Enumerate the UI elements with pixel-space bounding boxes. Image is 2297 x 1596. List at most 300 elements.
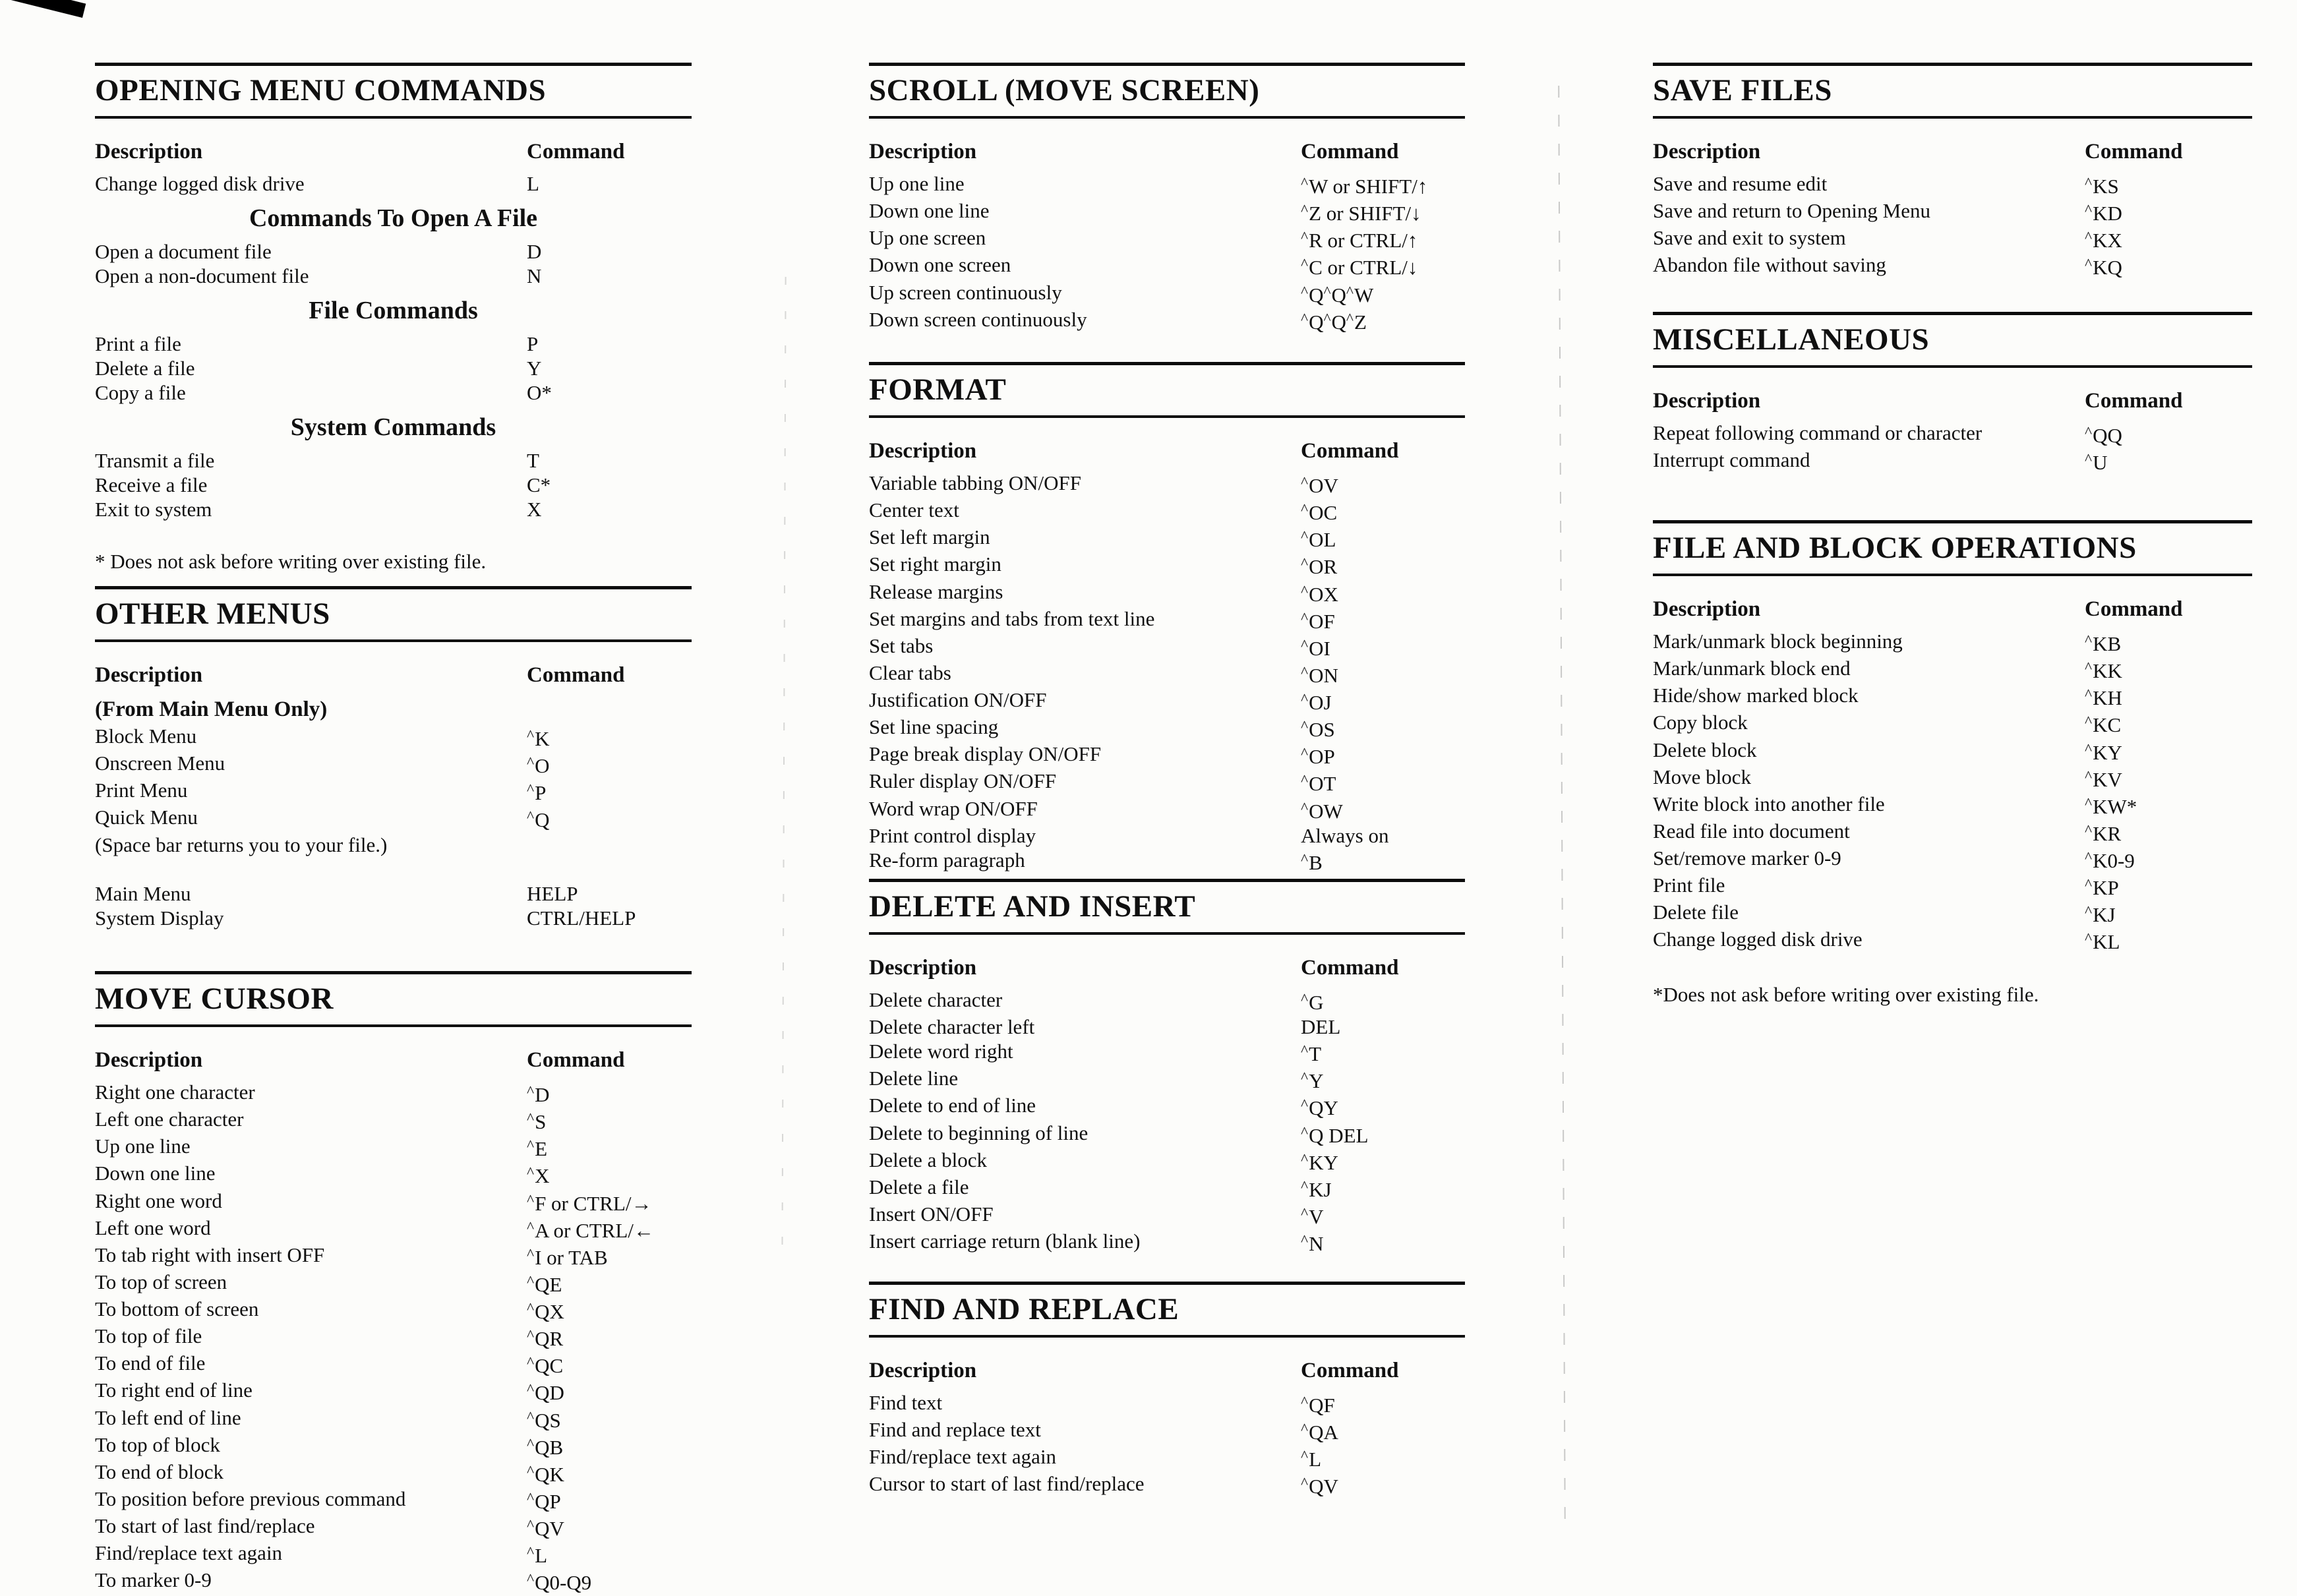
control-caret: ^ bbox=[1301, 636, 1309, 654]
command-row bbox=[1653, 656, 2252, 683]
footnote: *Does not ask before writing over existing file. bbox=[1653, 982, 2039, 1006]
description-cell: Set left margin bbox=[869, 525, 990, 549]
description-cell: Clear tabs bbox=[869, 661, 951, 684]
control-caret: ^ bbox=[527, 1489, 535, 1507]
control-caret: ^ bbox=[1301, 850, 1309, 868]
command-cell: ^KS bbox=[2085, 175, 2119, 198]
command-row bbox=[95, 906, 692, 930]
description-cell: Ruler display ON/OFF bbox=[869, 769, 1057, 793]
command-cell: ^QP bbox=[527, 1489, 561, 1513]
description-cell: Save and return to Opening Menu bbox=[1653, 199, 1930, 223]
description-cell: Left one character bbox=[95, 1108, 244, 1131]
command-cell: ^KL bbox=[2085, 930, 2120, 954]
command-row bbox=[869, 988, 1465, 1015]
description-cell: Print control display bbox=[869, 823, 1036, 847]
command-row bbox=[1653, 846, 2252, 873]
command-cell: ^KY bbox=[2085, 740, 2122, 764]
control-caret: ^ bbox=[2085, 930, 2093, 948]
section-title: SCROLL (MOVE SCREEN) bbox=[869, 73, 1260, 107]
section-title: OTHER MENUS bbox=[95, 597, 330, 631]
control-caret: ^ bbox=[1301, 202, 1309, 220]
command-cell: ^V bbox=[1301, 1204, 1324, 1228]
control-caret: ^ bbox=[1301, 1421, 1309, 1438]
section-format bbox=[869, 362, 1465, 875]
command-cell: ^QV bbox=[1301, 1475, 1338, 1498]
command-row bbox=[869, 1444, 1465, 1471]
command-row bbox=[95, 1080, 692, 1107]
column-header-command: Command bbox=[527, 663, 625, 687]
command-cell: ^Q0-Q9 bbox=[527, 1571, 592, 1595]
command-row bbox=[95, 1378, 692, 1405]
command-row bbox=[95, 805, 692, 832]
command-row bbox=[869, 1015, 1465, 1039]
table-header bbox=[95, 662, 692, 688]
command-row bbox=[95, 1433, 692, 1460]
control-caret: ^ bbox=[527, 727, 535, 744]
control-caret: ^ bbox=[1301, 691, 1309, 708]
command-row bbox=[869, 634, 1465, 661]
description-cell: Variable tabbing ON/OFF bbox=[869, 471, 1082, 494]
description-cell: Mark/unmark block end bbox=[1653, 657, 1851, 680]
description-cell: Abandon file without saving bbox=[1653, 253, 1886, 277]
divider bbox=[869, 1335, 1465, 1338]
command-row bbox=[869, 796, 1465, 823]
control-caret: ^ bbox=[2085, 256, 2093, 274]
column-header-description: Description bbox=[869, 956, 977, 980]
control-caret: ^ bbox=[2085, 202, 2093, 220]
column-header-command: Command bbox=[2085, 389, 2183, 413]
control-caret: ^ bbox=[2085, 740, 2093, 758]
table-header bbox=[869, 955, 1465, 981]
control-caret: ^ bbox=[1301, 256, 1309, 274]
command-row bbox=[1653, 927, 2252, 954]
divider bbox=[869, 116, 1465, 119]
control-caret: ^ bbox=[1346, 310, 1354, 328]
description-cell: To bottom of screen bbox=[95, 1297, 259, 1320]
control-caret: ^ bbox=[1301, 474, 1309, 491]
command-row bbox=[869, 715, 1465, 742]
control-caret: ^ bbox=[2085, 686, 2093, 704]
command-cell: ^QY bbox=[1301, 1096, 1338, 1120]
command-row bbox=[869, 552, 1465, 579]
command-cell: ^KJ bbox=[1301, 1177, 1332, 1201]
description-cell: Set margins and tabs from text line bbox=[869, 606, 1155, 630]
divider bbox=[1653, 365, 2252, 368]
divider bbox=[1653, 116, 2252, 119]
command-cell: Always on bbox=[1301, 823, 1389, 847]
command-row bbox=[95, 1134, 692, 1161]
command-cell: ^OV bbox=[1301, 474, 1338, 498]
command-cell: ^Y bbox=[1301, 1069, 1324, 1093]
command-cell: ^Q bbox=[527, 808, 550, 832]
command-row bbox=[95, 1270, 692, 1297]
control-caret: ^ bbox=[1301, 1232, 1309, 1249]
section-find-and-replace bbox=[869, 1282, 1465, 1499]
description-cell: To right end of line bbox=[95, 1378, 253, 1402]
description-cell: Onscreen Menu bbox=[95, 752, 225, 775]
command-row bbox=[1653, 819, 2252, 846]
command-cell: ^O bbox=[527, 754, 550, 778]
command-row bbox=[95, 1243, 692, 1270]
command-row bbox=[95, 881, 692, 906]
command-row bbox=[869, 742, 1465, 769]
description-cell: Hide/show marked block bbox=[1653, 684, 1859, 707]
command-row bbox=[95, 1161, 692, 1188]
description-cell: Up one line bbox=[95, 1135, 191, 1158]
control-caret: ^ bbox=[527, 1272, 535, 1290]
command-row bbox=[95, 724, 692, 751]
command-row bbox=[869, 688, 1465, 715]
command-row bbox=[95, 751, 692, 778]
description-cell: Delete line bbox=[869, 1067, 959, 1090]
command-cell: ^I or TAB bbox=[527, 1245, 608, 1269]
control-caret: ^ bbox=[527, 1191, 535, 1209]
command-row bbox=[869, 252, 1465, 280]
table-header bbox=[1653, 596, 2252, 622]
table-header bbox=[869, 138, 1465, 165]
control-caret: ^ bbox=[2085, 876, 2093, 894]
description-cell: Delete to end of line bbox=[869, 1094, 1036, 1117]
description-cell: Insert carriage return (blank line) bbox=[869, 1229, 1141, 1253]
command-row bbox=[869, 1417, 1465, 1444]
divider bbox=[95, 116, 692, 119]
command-cell: ^P bbox=[527, 781, 547, 805]
command-row bbox=[95, 778, 692, 805]
description-cell: Open a non-document file bbox=[95, 264, 309, 287]
command-row bbox=[95, 1541, 692, 1568]
command-row bbox=[869, 1390, 1465, 1417]
command-cell: X bbox=[527, 498, 542, 521]
sub-heading: Commands To Open A File bbox=[249, 204, 538, 232]
description-cell: Set right margin bbox=[869, 552, 1001, 576]
control-caret: ^ bbox=[527, 1245, 535, 1263]
section-opening-menu-commands bbox=[95, 63, 692, 574]
command-row bbox=[95, 380, 692, 405]
description-cell: Change logged disk drive bbox=[95, 172, 305, 195]
command-row bbox=[1653, 629, 2252, 656]
command-row bbox=[95, 239, 692, 264]
command-cell: ^KR bbox=[2085, 821, 2122, 845]
control-caret: ^ bbox=[1301, 772, 1309, 790]
description-cell: Mark/unmark block beginning bbox=[1653, 630, 1903, 653]
table-header bbox=[869, 1357, 1465, 1384]
control-caret: ^ bbox=[1301, 1096, 1309, 1114]
description-cell: Transmit a file bbox=[95, 449, 215, 472]
description-cell: Save and resume edit bbox=[1653, 172, 1828, 195]
command-cell: ^OF bbox=[1301, 609, 1335, 633]
command-row bbox=[869, 1039, 1465, 1066]
section-other-menus bbox=[95, 586, 692, 930]
command-row bbox=[95, 497, 692, 521]
command-cell: ^QB bbox=[527, 1435, 564, 1459]
description-cell: Delete character bbox=[869, 988, 1003, 1011]
command-cell: ^QX bbox=[527, 1300, 564, 1324]
command-row bbox=[869, 1175, 1465, 1202]
command-cell: O* bbox=[527, 381, 552, 404]
command-cell: ^OC bbox=[1301, 501, 1338, 525]
command-cell: ^QF bbox=[1301, 1394, 1335, 1417]
table-body bbox=[95, 1080, 692, 1595]
section-save-files bbox=[1653, 63, 2252, 280]
table-body bbox=[1653, 421, 2252, 475]
control-caret: ^ bbox=[1301, 609, 1309, 627]
column-header-description: Description bbox=[1653, 389, 1761, 413]
section-title: FILE AND BLOCK OPERATIONS bbox=[1653, 531, 2137, 565]
section-file-and-block-operations bbox=[1653, 520, 2252, 1007]
description-cell: Find/replace text again bbox=[869, 1445, 1057, 1469]
section-miscellaneous bbox=[1653, 312, 2252, 475]
command-cell: ^T bbox=[1301, 1042, 1321, 1066]
control-caret: ^ bbox=[1301, 1042, 1309, 1060]
description-cell: Center text bbox=[869, 498, 959, 522]
command-row bbox=[869, 171, 1465, 198]
command-row bbox=[869, 823, 1465, 848]
command-cell: ^KH bbox=[2085, 686, 2122, 710]
description-cell: To marker 0-9 bbox=[95, 1568, 212, 1592]
description-cell: Print Menu bbox=[95, 779, 188, 802]
column-header-description: Description bbox=[1653, 140, 1761, 163]
control-caret: ^ bbox=[527, 1300, 535, 1317]
command-row bbox=[95, 473, 692, 497]
command-row bbox=[1653, 421, 2252, 448]
command-cell: ^OT bbox=[1301, 772, 1336, 796]
command-row bbox=[1653, 198, 2252, 225]
section-delete-and-insert bbox=[869, 879, 1465, 1256]
row-spacer bbox=[95, 857, 692, 881]
divider bbox=[95, 1024, 692, 1027]
description-cell: Delete character left bbox=[869, 1015, 1035, 1039]
control-caret: ^ bbox=[527, 1544, 535, 1562]
description-cell: Justification ON/OFF bbox=[869, 688, 1047, 711]
column-header-description: Description bbox=[95, 1048, 203, 1072]
control-caret: ^ bbox=[527, 1571, 535, 1589]
command-cell: ^QA bbox=[1301, 1421, 1338, 1444]
table-header bbox=[95, 1047, 692, 1073]
command-cell: ^OP bbox=[1301, 745, 1335, 769]
description-cell: To start of last find/replace bbox=[95, 1514, 315, 1537]
description-cell: Delete a file bbox=[95, 357, 195, 380]
description-cell: Page break display ON/OFF bbox=[869, 742, 1102, 766]
description-cell: Move block bbox=[1653, 765, 1751, 788]
control-caret: ^ bbox=[527, 1164, 535, 1182]
command-cell: ^K bbox=[527, 727, 550, 751]
control-caret: ^ bbox=[2085, 794, 2093, 812]
command-cell: ^QE bbox=[527, 1272, 562, 1296]
command-cell: CTRL/HELP bbox=[527, 906, 636, 930]
command-row bbox=[95, 1405, 692, 1433]
command-cell: ^KB bbox=[2085, 632, 2122, 656]
command-row bbox=[869, 225, 1465, 252]
table-body bbox=[95, 171, 692, 574]
command-row bbox=[869, 848, 1465, 875]
description-cell: Interrupt command bbox=[1653, 448, 1810, 472]
command-cell: ^G bbox=[1301, 991, 1324, 1015]
command-cell: ^KD bbox=[2085, 202, 2122, 225]
command-cell: ^KK bbox=[2085, 659, 2122, 683]
menu-scope-note: (From Main Menu Only) bbox=[95, 697, 328, 721]
control-caret: ^ bbox=[527, 781, 535, 799]
description-cell: Right one character bbox=[95, 1080, 255, 1104]
command-row bbox=[1653, 900, 2252, 927]
command-cell: D bbox=[527, 240, 542, 263]
table-header bbox=[869, 438, 1465, 464]
control-caret: ^ bbox=[1301, 745, 1309, 763]
command-cell: ^KW* bbox=[2085, 794, 2137, 818]
control-caret: ^ bbox=[527, 808, 535, 826]
description-cell: Save and exit to system bbox=[1653, 226, 1846, 250]
divider bbox=[1653, 574, 2252, 576]
description-cell: Open a document file bbox=[95, 240, 272, 263]
description-cell: Delete a file bbox=[869, 1175, 969, 1198]
description-cell: Down one line bbox=[869, 199, 990, 223]
control-caret: ^ bbox=[527, 1517, 535, 1534]
command-cell: ^KP bbox=[2085, 876, 2119, 900]
description-cell: Main Menu bbox=[95, 881, 191, 905]
description-cell: Set line spacing bbox=[869, 715, 999, 739]
command-cell: C* bbox=[527, 473, 551, 496]
command-cell: ^KQ bbox=[2085, 256, 2122, 280]
command-row bbox=[95, 1324, 692, 1351]
command-cell: P bbox=[527, 332, 539, 355]
description-cell: To position before previous command bbox=[95, 1487, 406, 1510]
control-caret: ^ bbox=[1301, 1448, 1309, 1465]
description-cell: To tab right with insert OFF bbox=[95, 1243, 325, 1266]
column-header-description: Description bbox=[869, 1359, 977, 1382]
command-cell: ^Z or SHIFT/↓ bbox=[1301, 202, 1421, 225]
control-caret: ^ bbox=[1301, 799, 1309, 817]
table-body bbox=[869, 171, 1465, 334]
section-title: FIND AND REPLACE bbox=[869, 1292, 1179, 1326]
command-cell: DEL bbox=[1301, 1015, 1341, 1039]
command-row bbox=[1653, 873, 2252, 900]
control-caret: ^ bbox=[2085, 767, 2093, 785]
command-cell: L bbox=[527, 172, 539, 195]
command-row bbox=[869, 307, 1465, 334]
command-cell: ^QS bbox=[527, 1408, 561, 1432]
description-cell: To top of screen bbox=[95, 1270, 227, 1293]
description-cell: Up one screen bbox=[869, 226, 986, 250]
command-row bbox=[1653, 683, 2252, 710]
description-cell: Print a file bbox=[95, 332, 181, 355]
description-cell: System Display bbox=[95, 906, 224, 930]
control-caret: ^ bbox=[2085, 632, 2093, 649]
control-caret: ^ bbox=[1301, 718, 1309, 736]
table-body bbox=[1653, 629, 2252, 1007]
command-row bbox=[1653, 792, 2252, 819]
description-cell: To end of block bbox=[95, 1460, 224, 1483]
command-row bbox=[95, 1487, 692, 1514]
command-cell: ^QV bbox=[527, 1517, 564, 1541]
description-cell: Delete file bbox=[1653, 901, 1739, 924]
command-row bbox=[869, 1148, 1465, 1175]
control-caret: ^ bbox=[1301, 582, 1309, 600]
command-row bbox=[869, 661, 1465, 688]
description-cell: Left one word bbox=[95, 1216, 211, 1239]
command-row bbox=[1653, 738, 2252, 765]
command-cell: ^L bbox=[527, 1544, 547, 1568]
command-cell: ^D bbox=[527, 1083, 550, 1107]
description-cell: Down one screen bbox=[869, 253, 1011, 277]
command-cell: ^W or SHIFT/↑ bbox=[1301, 175, 1428, 198]
control-caret: ^ bbox=[527, 1354, 535, 1372]
command-cell: ^R or CTRL/↑ bbox=[1301, 229, 1418, 252]
control-caret: ^ bbox=[1301, 1475, 1309, 1493]
command-row bbox=[1653, 225, 2252, 252]
command-cell: ^Q^Q^Z bbox=[1301, 310, 1367, 334]
section-title: OPENING MENU COMMANDS bbox=[95, 73, 547, 107]
table-body bbox=[95, 695, 692, 930]
table-header bbox=[1653, 388, 2252, 414]
command-cell: ^OR bbox=[1301, 555, 1338, 579]
column-header-description: Description bbox=[869, 140, 977, 163]
command-cell: N bbox=[527, 264, 542, 287]
command-row bbox=[1653, 171, 2252, 198]
sub-heading: System Commands bbox=[290, 413, 496, 441]
control-caret: ^ bbox=[1301, 1123, 1309, 1141]
control-caret: ^ bbox=[1301, 555, 1309, 573]
command-cell: ^F or CTRL/→ bbox=[527, 1191, 652, 1215]
command-row bbox=[869, 198, 1465, 225]
command-cell: ^A or CTRL/← bbox=[527, 1218, 654, 1242]
description-cell: Find and replace text bbox=[869, 1418, 1041, 1442]
command-cell: ^QD bbox=[527, 1381, 564, 1405]
description-cell: To top of file bbox=[95, 1324, 202, 1348]
divider bbox=[869, 932, 1465, 935]
command-row bbox=[869, 1121, 1465, 1148]
description-cell: Delete word right bbox=[869, 1040, 1013, 1063]
description-cell: Find text bbox=[869, 1391, 943, 1414]
control-caret: ^ bbox=[2085, 229, 2093, 247]
control-caret: ^ bbox=[527, 1110, 535, 1128]
column-header-command: Command bbox=[1301, 439, 1399, 463]
description-cell: Set tabs bbox=[869, 634, 934, 657]
description-cell: Read file into document bbox=[1653, 819, 1850, 842]
control-caret: ^ bbox=[2085, 659, 2093, 677]
command-cell: ^QK bbox=[527, 1462, 564, 1486]
control-caret: ^ bbox=[2085, 451, 2093, 469]
command-row bbox=[95, 1514, 692, 1541]
control-caret: ^ bbox=[527, 1381, 535, 1399]
control-caret: ^ bbox=[1301, 175, 1309, 192]
control-caret: ^ bbox=[2085, 424, 2093, 441]
section-title: SAVE FILES bbox=[1653, 73, 1832, 107]
control-caret: ^ bbox=[1301, 310, 1309, 328]
command-cell: ^QR bbox=[527, 1327, 564, 1351]
control-caret: ^ bbox=[2085, 849, 2093, 866]
column-header-command: Command bbox=[1301, 956, 1399, 980]
control-caret: ^ bbox=[1301, 501, 1309, 519]
command-cell: ^QQ bbox=[2085, 424, 2122, 448]
description-cell: Block Menu bbox=[95, 724, 197, 748]
command-cell: ^KY bbox=[1301, 1150, 1338, 1174]
command-row bbox=[1653, 252, 2252, 280]
section-title: FORMAT bbox=[869, 372, 1007, 407]
control-caret: ^ bbox=[527, 754, 535, 772]
table-header bbox=[95, 138, 692, 165]
control-caret: ^ bbox=[2085, 713, 2093, 731]
command-row bbox=[95, 1460, 692, 1487]
footnote: * Does not ask before writing over existing file. bbox=[95, 550, 487, 573]
description-cell: Copy a file bbox=[95, 381, 186, 404]
control-caret: ^ bbox=[1301, 1394, 1309, 1411]
command-row bbox=[869, 525, 1465, 552]
description-cell: Re-form paragraph bbox=[869, 848, 1025, 872]
sub-heading: File Commands bbox=[309, 297, 478, 324]
command-cell: ^OI bbox=[1301, 636, 1330, 660]
command-row bbox=[95, 1107, 692, 1134]
command-cell: ^KX bbox=[2085, 229, 2122, 252]
fold-crease-line bbox=[781, 277, 786, 1266]
